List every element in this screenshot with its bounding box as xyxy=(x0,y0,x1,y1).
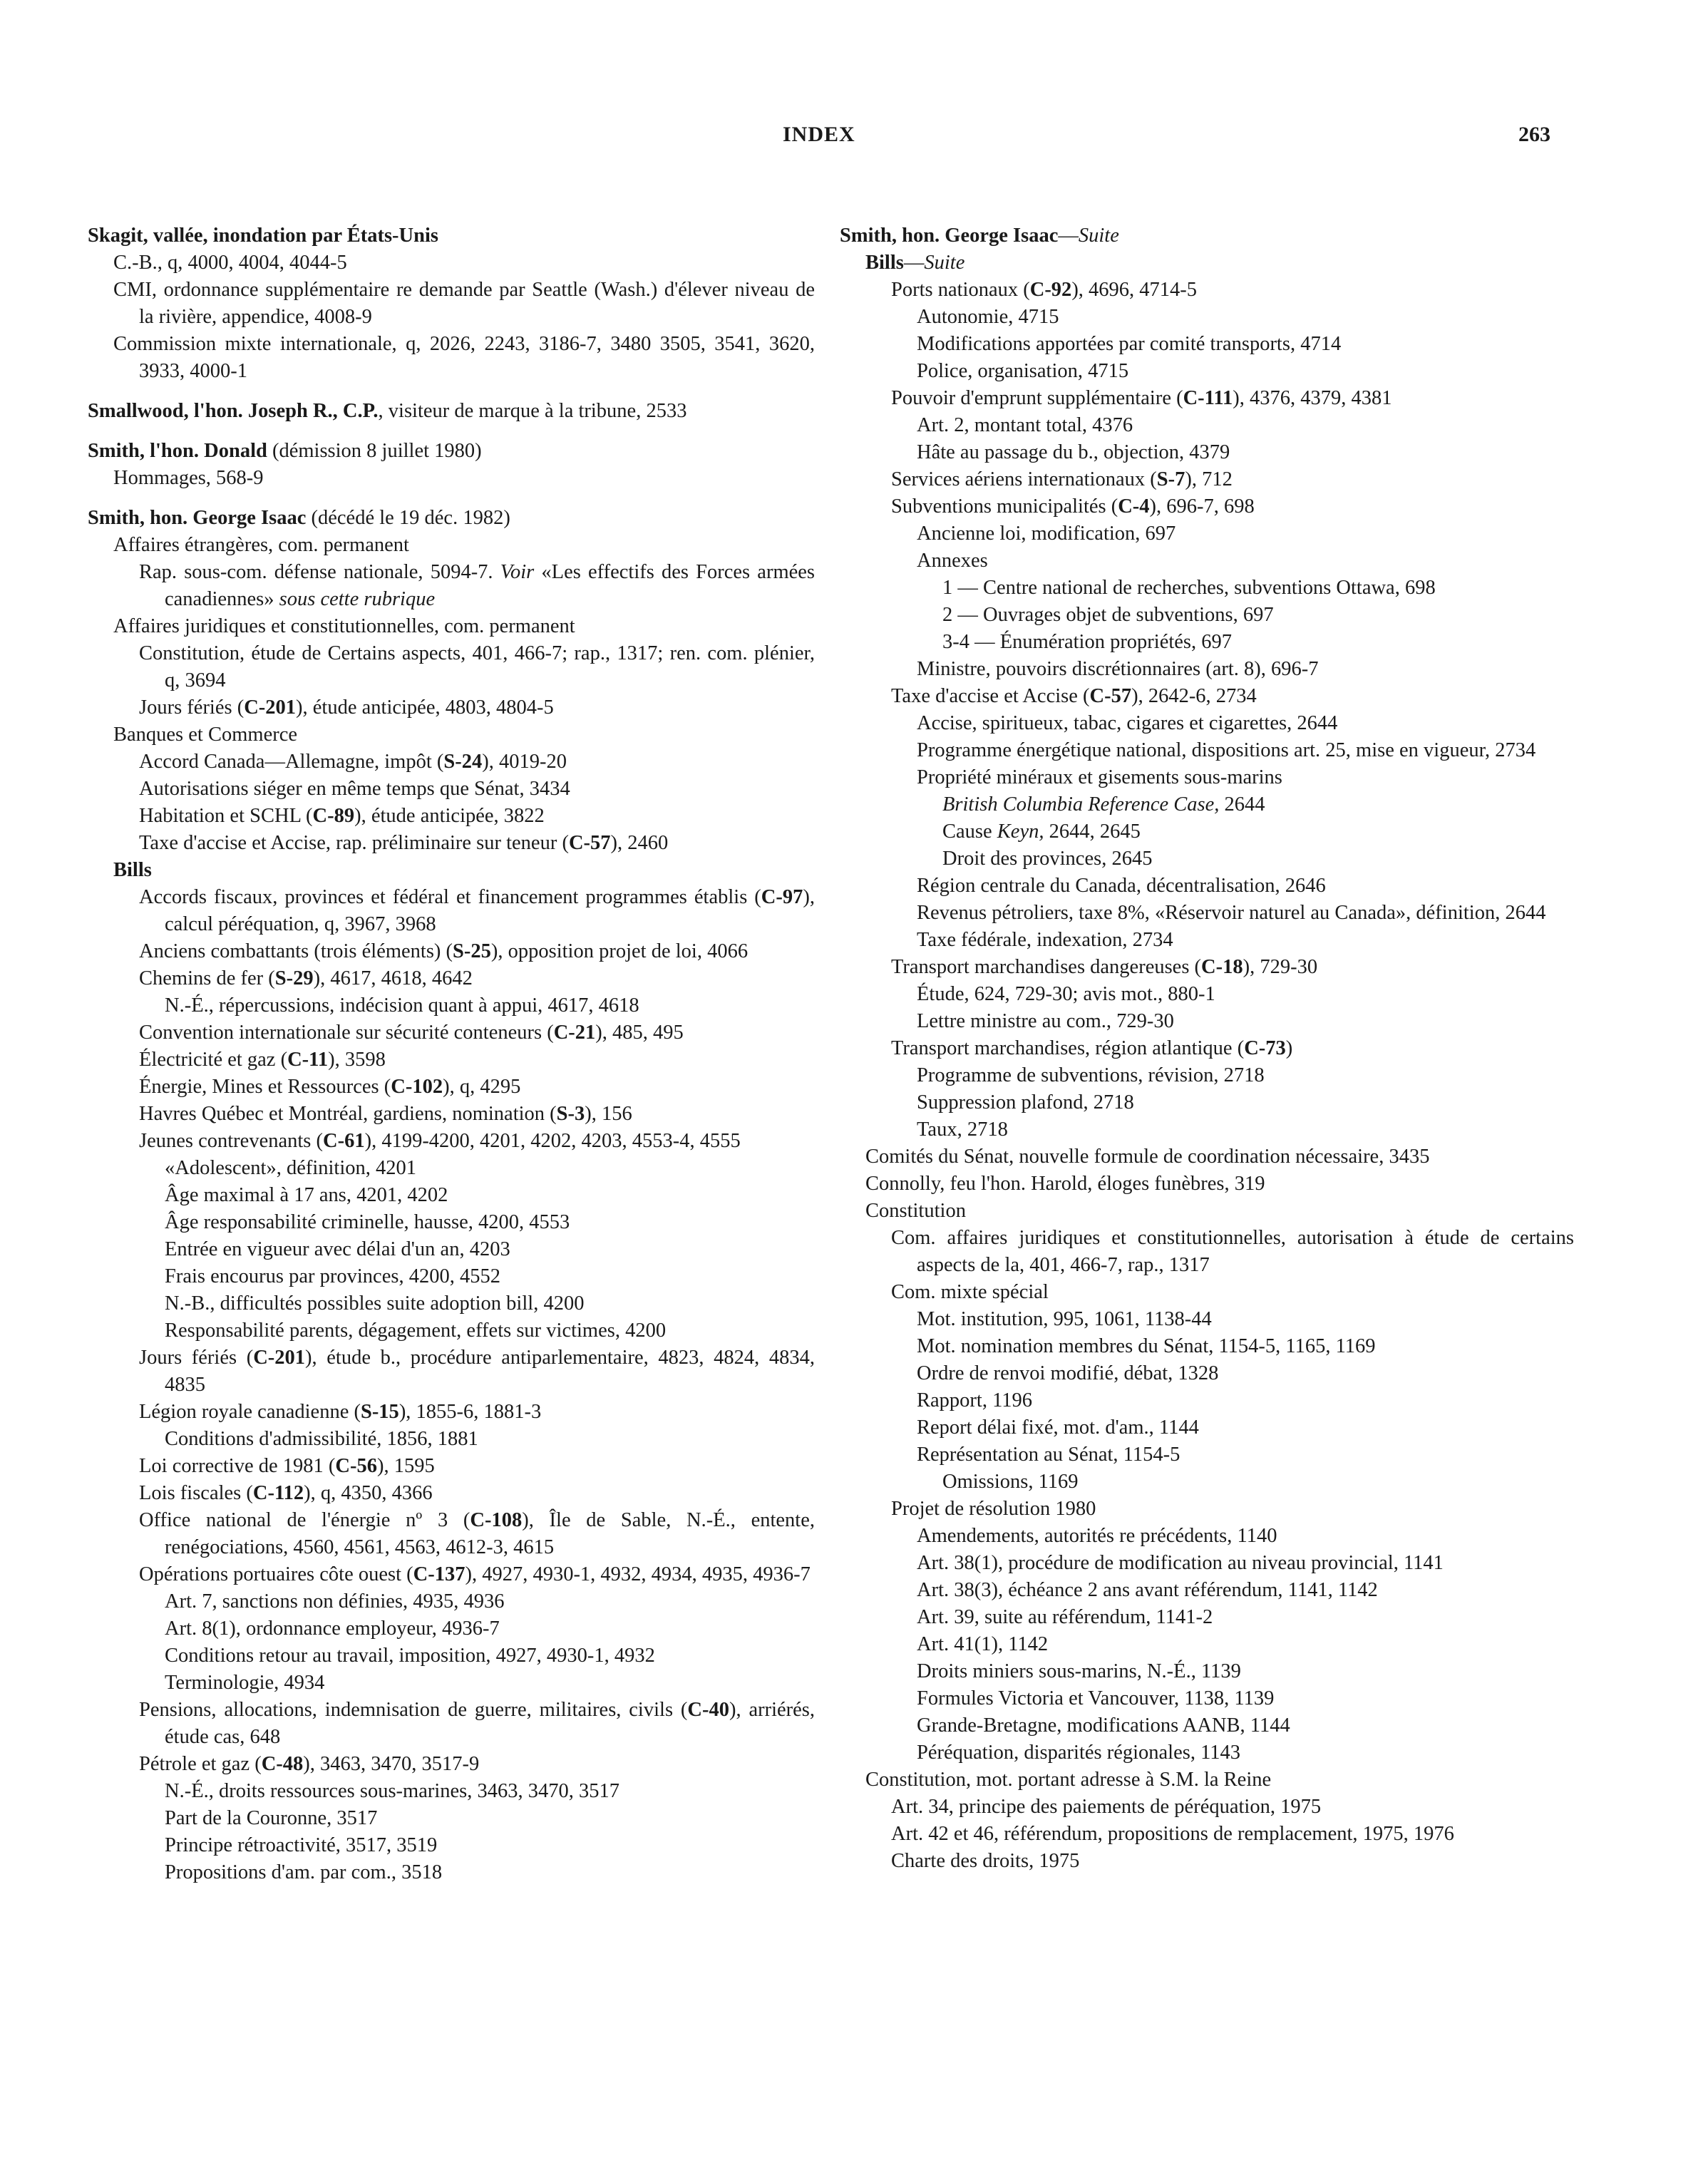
index-entry xyxy=(840,791,1574,818)
index-entry xyxy=(88,1453,815,1480)
page-title: INDEX xyxy=(783,123,855,146)
index-entry xyxy=(840,331,1574,358)
index-entry xyxy=(840,1604,1574,1631)
entry-text: Formules Victoria et Vancouver, 1138, 1139 xyxy=(917,1687,1275,1709)
entry-text: ), Île de Sable, N.-É., entente, renégociations, 4560, 4561, 4563, 4612-3, 4615 xyxy=(165,1509,815,1558)
index-entry xyxy=(88,1317,815,1344)
entry-text: Autorisations siéger en même temps que Sénat, 3434 xyxy=(139,778,570,800)
index-entry xyxy=(840,602,1574,629)
entry-text: ), q, 4350, 4366 xyxy=(304,1482,433,1504)
index-entry xyxy=(88,1642,815,1670)
entry-text: Énergie, Mines et Ressources ( xyxy=(139,1076,391,1098)
index-entry xyxy=(840,385,1574,412)
index-entry xyxy=(88,1832,815,1859)
entry-text: CMI, ordonnance supplémentaire re demande par Seattle (Wash.) d'élever niveau de la rivière, appendice, 4008-9 xyxy=(113,279,815,328)
index-entry xyxy=(840,927,1574,954)
entry-text: ), étude b., procédure antiparlementaire, 4823, 4824, 4834, 4835 xyxy=(165,1347,815,1396)
entry-text: Accords fiscaux, provinces et fédéral et financement programmes établis ( xyxy=(139,886,761,908)
entry-text: ), 4019-20 xyxy=(482,751,567,773)
entry-text: Affaires juridiques et constitutionnelles, com. permanent xyxy=(113,615,575,637)
entry-text: C-201 xyxy=(244,696,297,719)
left-column xyxy=(88,222,815,1886)
entry-text: Art. 41(1), 1142 xyxy=(917,1633,1049,1655)
index-entry xyxy=(88,222,815,250)
entry-text: Pensions, allocations, indemnisation de guerre, militaires, civils ( xyxy=(139,1699,688,1721)
entry-text: C-61 xyxy=(323,1130,365,1152)
index-entry xyxy=(840,493,1574,520)
index-entry xyxy=(88,694,815,721)
index-entry xyxy=(88,1263,815,1290)
entry-text: Constitution, étude de Certains aspects, 401, 466-7; rap., 1317; ren. com. plénier, q, 3694 xyxy=(139,642,815,691)
entry-text: Art. 39, suite au référendum, 1141-2 xyxy=(917,1606,1213,1628)
entry-text: Part de la Couronne, 3517 xyxy=(165,1807,378,1829)
index-entry xyxy=(840,547,1574,575)
entry-text: ), q, 4295 xyxy=(443,1076,521,1098)
index-entry xyxy=(88,1047,815,1074)
entry-text: Principe rétroactivité, 3517, 3519 xyxy=(165,1834,438,1856)
entry-text: Amendements, autorités re précédents, 1140 xyxy=(917,1525,1277,1547)
index-entry xyxy=(840,1387,1574,1414)
index-entry xyxy=(840,1631,1574,1658)
entry-text: , visiteur de marque à la tribune, 2533 xyxy=(378,400,687,422)
index-entry xyxy=(88,250,815,277)
index-entry xyxy=(88,938,815,965)
index-entry xyxy=(88,532,815,559)
index-entry xyxy=(88,1480,815,1507)
index-entry xyxy=(840,1794,1574,1821)
entry-text: Taxe d'accise et Accise ( xyxy=(891,685,1090,707)
index-entry xyxy=(840,1414,1574,1441)
index-entry xyxy=(840,304,1574,331)
index-entry xyxy=(88,277,815,331)
entry-text: Chemins de fer ( xyxy=(139,967,275,989)
index-entry xyxy=(840,1712,1574,1739)
entry-text: ), étude anticipée, 3822 xyxy=(354,805,545,827)
entry-text: Taxe fédérale, indexation, 2734 xyxy=(917,929,1173,951)
entry-text: 2 — Ouvrages objet de subventions, 697 xyxy=(942,604,1274,626)
entry-text: Âge responsabilité criminelle, hausse, 4200, 4553 xyxy=(165,1211,570,1233)
entry-text: Connolly, feu l'hon. Harold, éloges funèbres, 319 xyxy=(865,1173,1265,1195)
entry-text: 2644, 2645 xyxy=(1044,821,1141,843)
entry-text: Anciens combattants (trois éléments) ( xyxy=(139,940,453,962)
index-entry xyxy=(840,656,1574,683)
index-entry xyxy=(840,1171,1574,1198)
entry-text: N.-É., droits ressources sous-marines, 3463, 3470, 3517 xyxy=(165,1780,619,1802)
entry-text: ) xyxy=(1285,1037,1293,1059)
entry-text: Programme de subventions, révision, 2718 xyxy=(917,1064,1265,1086)
entry-text: C-4 xyxy=(1118,495,1150,518)
index-entry xyxy=(88,331,815,385)
entry-text: C-40 xyxy=(687,1699,729,1721)
entry-text: Légion royale canadienne ( xyxy=(139,1401,361,1423)
index-entry xyxy=(840,1441,1574,1469)
index-entry xyxy=(88,1128,815,1155)
entry-text: British Columbia Reference Case, xyxy=(942,793,1220,816)
entry-text: C-89 xyxy=(312,805,355,827)
entry-text: Péréquation, disparités régionales, 1143 xyxy=(917,1742,1241,1764)
index-entry xyxy=(88,465,815,492)
index-entry xyxy=(88,1561,815,1588)
entry-text: 3-4 — Énumération propriétés, 697 xyxy=(942,631,1233,653)
index-entry xyxy=(88,830,815,857)
entry-text: Art. 2, montant total, 4376 xyxy=(917,414,1133,436)
entry-text: C-137 xyxy=(413,1563,465,1585)
entry-text: Pétrole et gaz ( xyxy=(139,1753,262,1775)
entry-text: Smith, l'hon. Donald xyxy=(88,440,267,462)
entry-text: Représentation au Sénat, 1154-5 xyxy=(917,1444,1180,1466)
entry-text: ), étude anticipée, 4803, 4804-5 xyxy=(296,696,554,719)
entry-text: C-108 xyxy=(470,1509,523,1531)
index-entry xyxy=(840,818,1574,845)
entry-text: ), 156 xyxy=(585,1103,632,1125)
entry-spacer xyxy=(88,492,815,505)
entry-text: Art. 38(1), procédure de modification au niveau provincial, 1141 xyxy=(917,1552,1444,1574)
index-entry xyxy=(840,1469,1574,1496)
entry-text: (démission 8 juillet 1980) xyxy=(267,440,482,462)
entry-text: S-7 xyxy=(1156,468,1185,490)
entry-text: Mot. nomination membres du Sénat, 1154-5, 1165, 1169 xyxy=(917,1335,1376,1357)
index-entry xyxy=(88,857,815,884)
index-entry xyxy=(840,900,1574,927)
index-entry xyxy=(840,1062,1574,1089)
index-entry xyxy=(840,737,1574,764)
entry-text: Autonomie, 4715 xyxy=(917,306,1059,328)
index-entry xyxy=(88,776,815,803)
index-entry xyxy=(88,749,815,776)
entry-text: Ministre, pouvoirs discrétionnaires (art. 8), 696-7 xyxy=(917,658,1319,680)
entry-text: C-102 xyxy=(391,1076,443,1098)
index-entry xyxy=(88,721,815,749)
index-entry xyxy=(840,439,1574,466)
right-column xyxy=(840,222,1574,1875)
index-entry xyxy=(88,1805,815,1832)
index-entry xyxy=(840,629,1574,656)
entry-text: Droits miniers sous-marins, N.-É., 1139 xyxy=(917,1660,1241,1682)
index-entry xyxy=(88,438,815,465)
entry-text: Frais encourus par provinces, 4200, 4552 xyxy=(165,1265,500,1287)
index-entry xyxy=(840,1848,1574,1875)
entry-text: Propriété minéraux et gisements sous-marins xyxy=(917,766,1282,788)
entry-text: ), arriérés, étude cas, 648 xyxy=(165,1699,816,1748)
entry-text: Com. mixte spécial xyxy=(891,1281,1049,1303)
entry-text: Habitation et SCHL ( xyxy=(139,805,313,827)
entry-text: Accise, spiritueux, tabac, cigares et cigarettes, 2644 xyxy=(917,712,1338,734)
entry-text: Annexes xyxy=(917,550,988,572)
entry-text: Art. 42 et 46, référendum, propositions de remplacement, 1975, 1976 xyxy=(891,1823,1454,1845)
entry-text: Suite xyxy=(1078,225,1119,247)
entry-text: Jours fériés ( xyxy=(139,696,245,719)
index-entry xyxy=(88,1751,815,1778)
index-entry xyxy=(88,1209,815,1236)
index-entry xyxy=(840,1550,1574,1577)
entry-text: C-73 xyxy=(1244,1037,1286,1059)
entry-text: Ports nationaux ( xyxy=(891,279,1030,301)
entry-text: Art. 7, sanctions non définies, 4935, 4936 xyxy=(165,1590,505,1613)
page-number: 263 xyxy=(1518,123,1550,146)
entry-text: Constitution xyxy=(865,1200,966,1222)
entry-text: Âge maximal à 17 ans, 4201, 4202 xyxy=(165,1184,448,1206)
index-entry xyxy=(88,1155,815,1182)
index-entry xyxy=(88,1426,815,1453)
entry-text: «Les effectifs des Forces armées canadiennes» xyxy=(165,561,816,610)
index-entry xyxy=(88,1019,815,1047)
entry-text: S-24 xyxy=(443,751,483,773)
entry-spacer xyxy=(88,385,815,398)
entry-text: ), 4927, 4930-1, 4932, 4934, 4935, 4936-7 xyxy=(465,1563,811,1585)
index-entry xyxy=(840,575,1574,602)
entry-text: C-56 xyxy=(335,1455,377,1477)
index-entry xyxy=(88,803,815,830)
index-entry xyxy=(88,965,815,992)
entry-text: Art. 38(3), échéance 2 ans avant référendum, 1141, 1142 xyxy=(917,1579,1378,1601)
index-entry xyxy=(840,1577,1574,1604)
entry-text: Accord Canada—Allemagne, impôt ( xyxy=(139,751,444,773)
entry-text: Projet de résolution 1980 xyxy=(891,1498,1096,1520)
index-entry xyxy=(840,1821,1574,1848)
entry-text: C-201 xyxy=(253,1347,306,1369)
entry-text: «Adolescent», définition, 4201 xyxy=(165,1157,417,1179)
entry-text: S-25 xyxy=(453,940,491,962)
entry-text: C-11 xyxy=(287,1049,329,1071)
entry-text: Transport marchandises, région atlantique ( xyxy=(891,1037,1245,1059)
index-entry xyxy=(88,640,815,694)
entry-text: ), 4696, 4714-5 xyxy=(1071,279,1198,301)
entry-text: sous cette rubrique xyxy=(279,588,436,610)
entry-text: Grande-Bretagne, modifications AANB, 1144 xyxy=(917,1714,1290,1737)
index-entry xyxy=(88,505,815,532)
entry-text: Taxe d'accise et Accise, rap. préliminaire sur teneur ( xyxy=(139,832,569,854)
entry-text: C-112 xyxy=(252,1482,304,1504)
entry-text: Jours fériés ( xyxy=(139,1347,254,1369)
entry-text: ), 729-30 xyxy=(1243,956,1318,978)
entry-text: Électricité et gaz ( xyxy=(139,1049,288,1071)
entry-text: S-15 xyxy=(360,1401,399,1423)
entry-text: Conditions d'admissibilité, 1856, 1881 xyxy=(165,1428,478,1450)
entry-text: ), 4617, 4618, 4642 xyxy=(313,967,473,989)
entry-text: 1 — Centre national de recherches, subventions Ottawa, 698 xyxy=(942,577,1436,599)
entry-text: Rap. sous-com. défense nationale, 5094-7. xyxy=(139,561,500,583)
entry-text: Pouvoir d'emprunt supplémentaire ( xyxy=(891,387,1183,409)
index-entry xyxy=(88,992,815,1019)
index-entry xyxy=(840,710,1574,737)
index-entry xyxy=(840,1008,1574,1035)
index-entry xyxy=(840,277,1574,304)
entry-text: Lois fiscales ( xyxy=(139,1482,253,1504)
entry-text: Cause xyxy=(942,821,997,843)
index-entry xyxy=(840,1496,1574,1523)
entry-text: Skagit, vallée, inondation par États-Unis xyxy=(88,225,438,247)
index-entry xyxy=(88,1182,815,1209)
entry-text: Ordre de renvoi modifié, débat, 1328 xyxy=(917,1362,1219,1384)
index-entry xyxy=(88,1615,815,1642)
index-entry xyxy=(88,1074,815,1101)
entry-text: Hommages, 568-9 xyxy=(113,467,264,489)
entry-text: Smallwood, l'hon. Joseph R., C.P. xyxy=(88,400,379,422)
entry-text: Étude, 624, 729-30; avis mot., 880-1 xyxy=(917,983,1215,1005)
index-entry xyxy=(88,1697,815,1751)
index-entry xyxy=(840,1143,1574,1171)
entry-spacer xyxy=(88,425,815,438)
entry-text: Bills xyxy=(113,859,152,881)
index-entry xyxy=(840,1360,1574,1387)
index-entry xyxy=(88,1859,815,1886)
index-entry xyxy=(88,1290,815,1317)
index-entry xyxy=(840,520,1574,547)
entry-text: Loi corrective de 1981 ( xyxy=(139,1455,336,1477)
entry-text: Transport marchandises dangereuses ( xyxy=(891,956,1202,978)
index-entry xyxy=(840,1739,1574,1767)
entry-text: ), 3463, 3470, 3517-9 xyxy=(303,1753,480,1775)
entry-text: Omissions, 1169 xyxy=(942,1471,1079,1493)
entry-text: Conditions retour au travail, imposition, 4927, 4930-1, 4932 xyxy=(165,1645,655,1667)
entry-text: Convention internationale sur sécurité conteneurs ( xyxy=(139,1022,554,1044)
index-entry xyxy=(840,1685,1574,1712)
entry-text: ), 712 xyxy=(1185,468,1233,490)
entry-text: Suite xyxy=(924,252,965,274)
entry-text: Taux, 2718 xyxy=(917,1119,1008,1141)
index-entry xyxy=(840,954,1574,981)
entry-text: C-48 xyxy=(261,1753,304,1775)
entry-text: Services aériens internationaux ( xyxy=(891,468,1157,490)
entry-text: C-21 xyxy=(553,1022,596,1044)
entry-text: Rapport, 1196 xyxy=(917,1389,1033,1411)
entry-text: Art. 8(1), ordonnance employeur, 4936-7 xyxy=(165,1618,500,1640)
entry-text: ), 2460 xyxy=(610,832,669,854)
running-head xyxy=(0,123,1708,151)
index-entry xyxy=(88,1588,815,1615)
entry-text: Mot. institution, 995, 1061, 1138-44 xyxy=(917,1308,1212,1330)
entry-text: Propositions d'am. par com., 3518 xyxy=(165,1861,443,1883)
entry-text: C-111 xyxy=(1183,387,1233,409)
entry-text: Report délai fixé, mot. d'am., 1144 xyxy=(917,1416,1199,1439)
entry-text: ), calcul péréquation, q, 3967, 3968 xyxy=(165,886,815,935)
entry-text: 2644 xyxy=(1219,793,1265,816)
entry-text: Programme énergétique national, dispositions art. 25, mise en vigueur, 2734 xyxy=(917,739,1536,761)
entry-text: Charte des droits, 1975 xyxy=(891,1850,1080,1872)
index-entry xyxy=(840,873,1574,900)
entry-text: Police, organisation, 4715 xyxy=(917,360,1129,382)
entry-text: Revenus pétroliers, taxe 8%, «Réservoir naturel au Canada», définition, 2644 xyxy=(917,902,1546,924)
entry-text: Havres Québec et Montréal, gardiens, nomination ( xyxy=(139,1103,557,1125)
entry-text: — xyxy=(903,252,925,274)
index-entry xyxy=(840,845,1574,873)
entry-text: Art. 34, principe des paiements de péréquation, 1975 xyxy=(891,1796,1322,1818)
entry-text: Affaires étrangères, com. permanent xyxy=(113,534,409,556)
entry-text: C-18 xyxy=(1201,956,1243,978)
entry-text: C-97 xyxy=(761,886,803,908)
entry-text: Jeunes contrevenants ( xyxy=(139,1130,323,1152)
index-entry xyxy=(840,1306,1574,1333)
entry-text: S-29 xyxy=(274,967,314,989)
entry-text: Smith, hon. George Isaac xyxy=(840,225,1059,247)
index-entry xyxy=(88,398,815,425)
entry-text: C-92 xyxy=(1029,279,1072,301)
entry-text: Hâte au passage du b., objection, 4379 xyxy=(917,441,1230,463)
index-entry xyxy=(840,1116,1574,1143)
entry-text: Droit des provinces, 2645 xyxy=(942,848,1153,870)
index-entry xyxy=(840,1279,1574,1306)
entry-text: Com. affaires juridiques et constitutionnelles, autorisation à étude de certains aspects de la, 401, 466-7, rap., 1317 xyxy=(891,1227,1574,1276)
index-entry xyxy=(840,764,1574,791)
entry-text: Smith, hon. George Isaac xyxy=(88,507,307,529)
index-entry xyxy=(88,1399,815,1426)
entry-text: — xyxy=(1058,225,1079,247)
index-entry xyxy=(88,1236,815,1263)
entry-text: Modifications apportées par comité transports, 4714 xyxy=(917,333,1342,355)
index-entry xyxy=(88,559,815,613)
index-entry xyxy=(88,613,815,640)
index-entry xyxy=(840,1767,1574,1794)
index-entry xyxy=(88,1507,815,1561)
index-entry xyxy=(88,1778,815,1805)
index-entry xyxy=(840,1035,1574,1062)
entry-text: C.-B., q, 4000, 4004, 4044-5 xyxy=(113,252,347,274)
entry-text: Responsabilité parents, dégagement, effets sur victimes, 4200 xyxy=(165,1320,667,1342)
index-entry xyxy=(88,1670,815,1697)
index-entry xyxy=(88,884,815,938)
index-entry xyxy=(840,1523,1574,1550)
entry-text: Bills xyxy=(865,252,904,274)
entry-text: S-3 xyxy=(556,1103,585,1125)
entry-text: Suppression plafond, 2718 xyxy=(917,1091,1134,1114)
entry-text: (décédé le 19 déc. 1982) xyxy=(306,507,510,529)
entry-text: C-57 xyxy=(568,832,611,854)
index-entry xyxy=(840,1225,1574,1279)
entry-text: Office national de l'énergie nº 3 ( xyxy=(139,1509,470,1531)
index-entry xyxy=(840,1198,1574,1225)
entry-text: Banques et Commerce xyxy=(113,724,298,746)
index-entry xyxy=(88,1344,815,1399)
index-entry xyxy=(840,250,1574,277)
index-entry xyxy=(840,222,1574,250)
entry-text: ), 4376, 4379, 4381 xyxy=(1233,387,1392,409)
index-entry xyxy=(88,1101,815,1128)
index-entry xyxy=(840,1333,1574,1360)
entry-text: Comités du Sénat, nouvelle formule de coordination nécessaire, 3435 xyxy=(865,1146,1430,1168)
entry-text: ), 4199-4200, 4201, 4202, 4203, 4553-4, 4555 xyxy=(364,1130,741,1152)
index-entry xyxy=(840,683,1574,710)
entry-text: Terminologie, 4934 xyxy=(165,1672,325,1694)
entry-text: C-57 xyxy=(1089,685,1132,707)
index-entry xyxy=(840,466,1574,493)
entry-text: ), 2642-6, 2734 xyxy=(1131,685,1257,707)
entry-text: ), opposition projet de loi, 4066 xyxy=(490,940,748,962)
entry-text: Commission mixte internationale, q, 2026, 2243, 3186-7, 3480 3505, 3541, 3620, 3933, 4000-1 xyxy=(113,333,815,382)
entry-text: Subventions municipalités ( xyxy=(891,495,1118,518)
entry-text: Keyn, xyxy=(997,821,1044,843)
index-entry xyxy=(840,358,1574,385)
entry-text: Constitution, mot. portant adresse à S.M. la Reine xyxy=(865,1769,1272,1791)
entry-text: ), 3598 xyxy=(328,1049,386,1071)
entry-text: Voir xyxy=(500,561,535,583)
entry-text: ), 1855-6, 1881-3 xyxy=(398,1401,542,1423)
entry-text: N.-É., répercussions, indécision quant à appui, 4617, 4618 xyxy=(165,994,639,1017)
index-entry xyxy=(840,981,1574,1008)
entry-text: N.-B., difficultés possibles suite adoption bill, 4200 xyxy=(165,1292,585,1315)
index-entry xyxy=(840,1658,1574,1685)
entry-text: Opérations portuaires côte ouest ( xyxy=(139,1563,413,1585)
entry-text: ), 1595 xyxy=(376,1455,435,1477)
entry-text: Région centrale du Canada, décentralisation, 2646 xyxy=(917,875,1326,897)
entry-text: ), 696-7, 698 xyxy=(1149,495,1255,518)
entry-text: Ancienne loi, modification, 697 xyxy=(917,523,1176,545)
index-entry xyxy=(840,1089,1574,1116)
entry-text: Entrée en vigueur avec délai d'un an, 4203 xyxy=(165,1238,510,1260)
entry-text: ), 485, 495 xyxy=(595,1022,684,1044)
entry-text: Lettre ministre au com., 729-30 xyxy=(917,1010,1174,1032)
index-entry xyxy=(840,412,1574,439)
